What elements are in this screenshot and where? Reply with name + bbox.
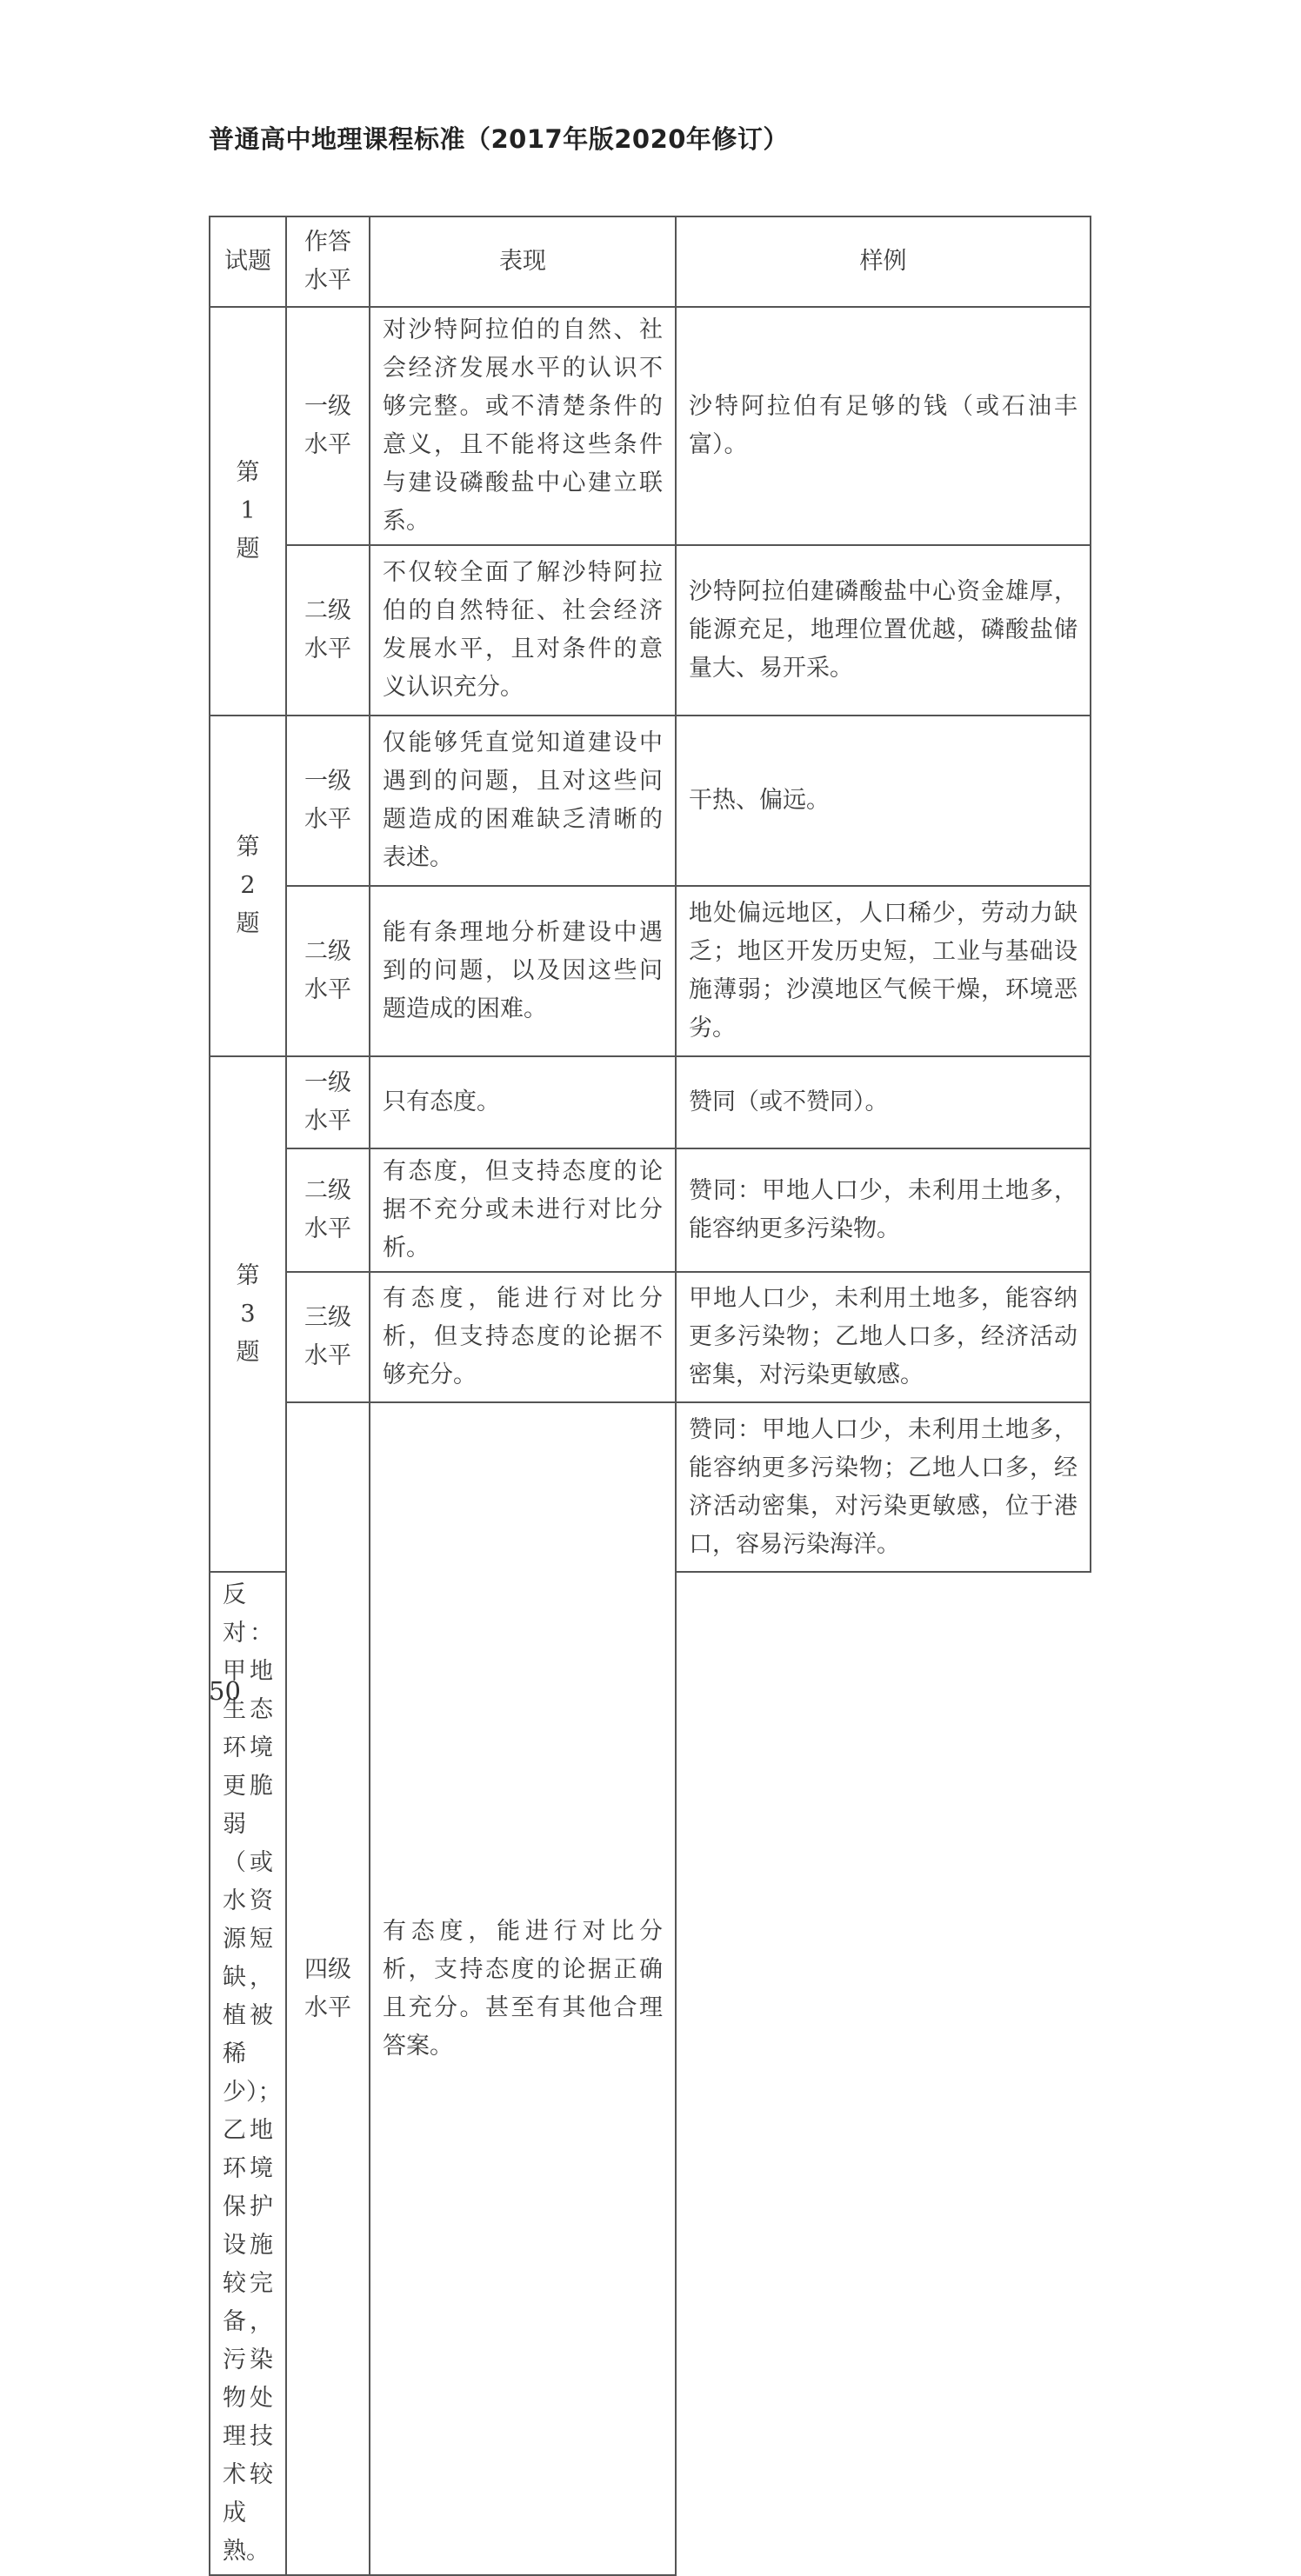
table-row (210, 886, 1091, 1056)
column-header-level (286, 216, 370, 307)
example-cell: 甲地人口少，未利用土地多，能容纳更多污染物；乙地人口多，经济活动密集，对污染更敏感。 (676, 1272, 1091, 1402)
table-row (210, 716, 1091, 886)
assessment-rubric-table (209, 216, 1091, 2576)
example-cell: 沙特阿拉伯建磷酸盐中心资金雄厚，能源充足，地理位置优越，磷酸盐储量大、易开采。 (676, 545, 1091, 716)
level-cell: 二级 水平 (286, 545, 370, 716)
table-row (210, 1402, 1091, 1572)
example-cell: 沙特阿拉伯有足够的钱（或石油丰富）。 (676, 307, 1091, 545)
level-cell: 二级 水平 (286, 886, 370, 1056)
performance-cell: 能有条理地分析建设中遇到的问题，以及因这些问题造成的困难。 (370, 886, 676, 1056)
table-row (210, 307, 1091, 545)
question-2-label: 第 2 题 (210, 716, 286, 1056)
table-row (210, 545, 1091, 716)
performance-cell: 有态度，能进行对比分析，但支持态度的论据不够充分。 (370, 1272, 676, 1402)
level-cell: 一级 水平 (286, 716, 370, 886)
performance-cell: 有态度，但支持态度的论据不充分或未进行对比分析。 (370, 1148, 676, 1272)
level-cell: 二级 水平 (286, 1148, 370, 1272)
table-header-row (210, 216, 1091, 307)
example-cell: 赞同：甲地人口少，未利用土地多，能容纳更多污染物。 (676, 1148, 1091, 1272)
column-header-level-line2: 水平 (304, 267, 351, 294)
column-header-performance: 表现 (370, 216, 676, 307)
question-1-label: 第 1 题 (210, 307, 286, 716)
example-cell: 干热、偏远。 (676, 716, 1091, 886)
table-row (210, 1272, 1091, 1402)
example-cell: 反对：甲地生态环境更脆弱（或水资源短缺，植被稀少）；乙地环境保护设施较完备，污染物处理技术较成熟。 (210, 1572, 286, 2575)
level-cell: 一级 水平 (286, 1056, 370, 1148)
level-cell: 四级 水平 (286, 1402, 370, 2575)
performance-cell: 仅能够凭直觉知道建设中遇到的问题，且对这些问题造成的困难缺乏清晰的表述。 (370, 716, 676, 886)
example-cell: 赞同：甲地人口少，未利用土地多，能容纳更多污染物；乙地人口多，经济活动密集，对污染更敏感，位于港口，容易污染海洋。 (676, 1402, 1091, 1572)
column-header-level-line1: 作答 (304, 229, 351, 256)
performance-cell: 对沙特阿拉伯的自然、社会经济发展水平的认识不够完整。或不清楚条件的意义，且不能将这些条件与建设磷酸盐中心建立联系。 (370, 307, 676, 545)
example-cell: 地处偏远地区，人口稀少，劳动力缺乏；地区开发历史短，工业与基础设施薄弱；沙漠地区气候干燥，环境恶劣。 (676, 886, 1091, 1056)
level-cell: 三级 水平 (286, 1272, 370, 1402)
table-row (210, 1056, 1091, 1148)
question-3-label: 第 3 题 (210, 1056, 286, 1572)
performance-cell: 只有态度。 (370, 1056, 676, 1148)
performance-cell: 有态度，能进行对比分析，支持态度的论据正确且充分。甚至有其他合理答案。 (370, 1402, 676, 2575)
level-cell: 一级 水平 (286, 307, 370, 545)
column-header-example: 样例 (676, 216, 1091, 307)
table-row (210, 1148, 1091, 1272)
running-header: 普通高中地理课程标准（2017年版2020年修订） (209, 124, 789, 154)
example-cell: 赞同（或不赞同）。 (676, 1056, 1091, 1148)
page-number: 50 (209, 1676, 241, 1706)
performance-cell: 不仅较全面了解沙特阿拉伯的自然特征、社会经济发展水平，且对条件的意义认识充分。 (370, 545, 676, 716)
column-header-question: 试题 (210, 216, 286, 307)
